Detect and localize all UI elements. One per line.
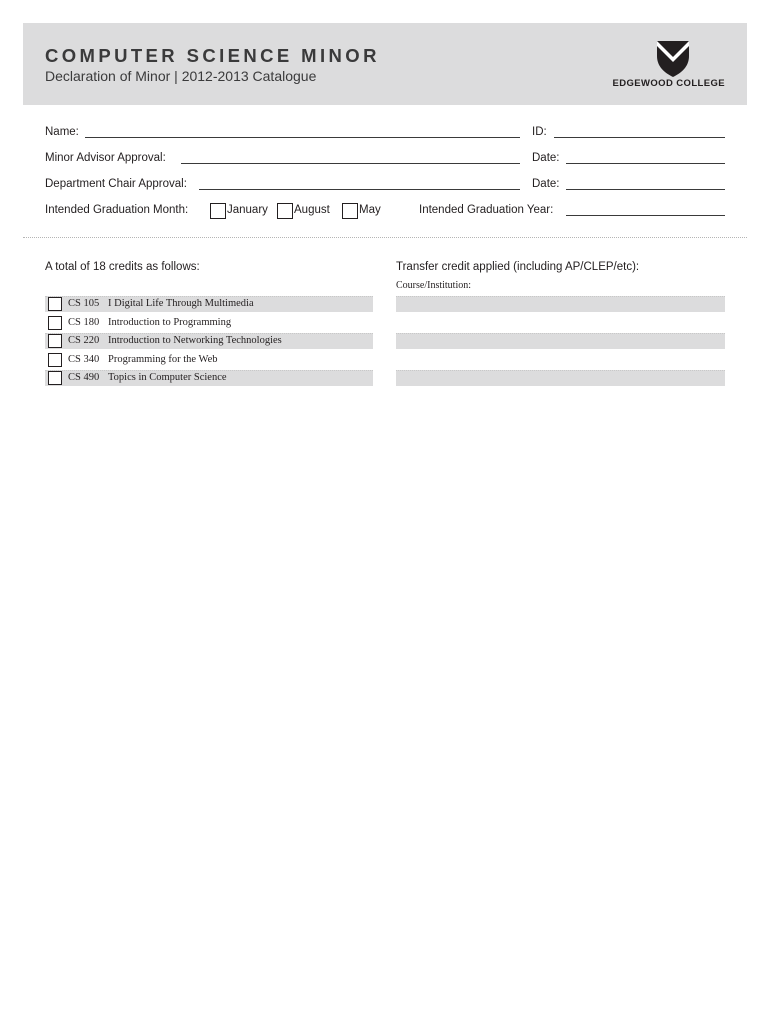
id-label: ID: xyxy=(532,126,547,138)
course-checkbox[interactable] xyxy=(48,334,62,348)
course-item xyxy=(68,298,254,309)
course-item xyxy=(68,372,227,383)
january-label: January xyxy=(227,204,268,216)
january-checkbox[interactable] xyxy=(210,203,226,219)
course-title: Topics in Computer Science xyxy=(108,372,227,383)
course-institution-label: Course/Institution: xyxy=(396,280,471,291)
transfer-row-field[interactable] xyxy=(396,333,725,349)
chair-date-field[interactable] xyxy=(566,189,725,190)
chair-approval-label: Department Chair Approval: xyxy=(45,178,187,190)
page-title: COMPUTER SCIENCE MINOR xyxy=(45,45,380,66)
course-title: Programming for the Web xyxy=(108,354,218,365)
course-item xyxy=(68,335,282,346)
course-item xyxy=(68,317,231,328)
transfer-row-field[interactable] xyxy=(396,370,725,386)
course-checkbox[interactable] xyxy=(48,316,62,330)
name-field[interactable] xyxy=(85,137,520,138)
chair-approval-field[interactable] xyxy=(199,189,520,190)
may-checkbox[interactable] xyxy=(342,203,358,219)
grad-year-field[interactable] xyxy=(566,215,725,216)
credits-heading: A total of 18 credits as follows: xyxy=(45,261,200,273)
name-label: Name: xyxy=(45,126,79,138)
advisor-approval-field[interactable] xyxy=(181,163,520,164)
chair-date-label: Date: xyxy=(532,178,560,190)
header-band xyxy=(23,23,747,105)
august-label: August xyxy=(294,204,330,216)
page-subtitle: Declaration of Minor | 2012-2013 Catalogue xyxy=(45,68,317,84)
may-label: May xyxy=(359,204,381,216)
shield-logo-icon xyxy=(656,40,690,78)
course-title: Introduction to Networking Technologies xyxy=(108,335,282,346)
grad-month-label: Intended Graduation Month: xyxy=(45,204,189,216)
course-checkbox[interactable] xyxy=(48,353,62,367)
advisor-approval-label: Minor Advisor Approval: xyxy=(45,152,166,164)
course-code: CS 220 xyxy=(68,335,100,346)
course-code: CS 180 xyxy=(68,317,100,328)
id-field[interactable] xyxy=(554,137,725,138)
grad-year-label: Intended Graduation Year: xyxy=(419,204,554,216)
advisor-date-label: Date: xyxy=(532,152,560,164)
transfer-heading: Transfer credit applied (including AP/CLEP/etc): xyxy=(396,261,640,273)
course-item xyxy=(68,354,217,365)
section-divider xyxy=(23,237,747,238)
course-code: CS 105 xyxy=(68,298,100,309)
advisor-date-field[interactable] xyxy=(566,163,725,164)
transfer-row-field[interactable] xyxy=(396,296,725,312)
course-title: Introduction to Programming xyxy=(108,317,232,328)
august-checkbox[interactable] xyxy=(277,203,293,219)
course-checkbox[interactable] xyxy=(48,371,62,385)
college-name: EDGEWOOD COLLEGE xyxy=(612,78,725,89)
course-code: CS 340 xyxy=(68,354,100,365)
course-checkbox[interactable] xyxy=(48,297,62,311)
course-title: I Digital Life Through Multimedia xyxy=(108,298,254,309)
course-code: CS 490 xyxy=(68,372,100,383)
